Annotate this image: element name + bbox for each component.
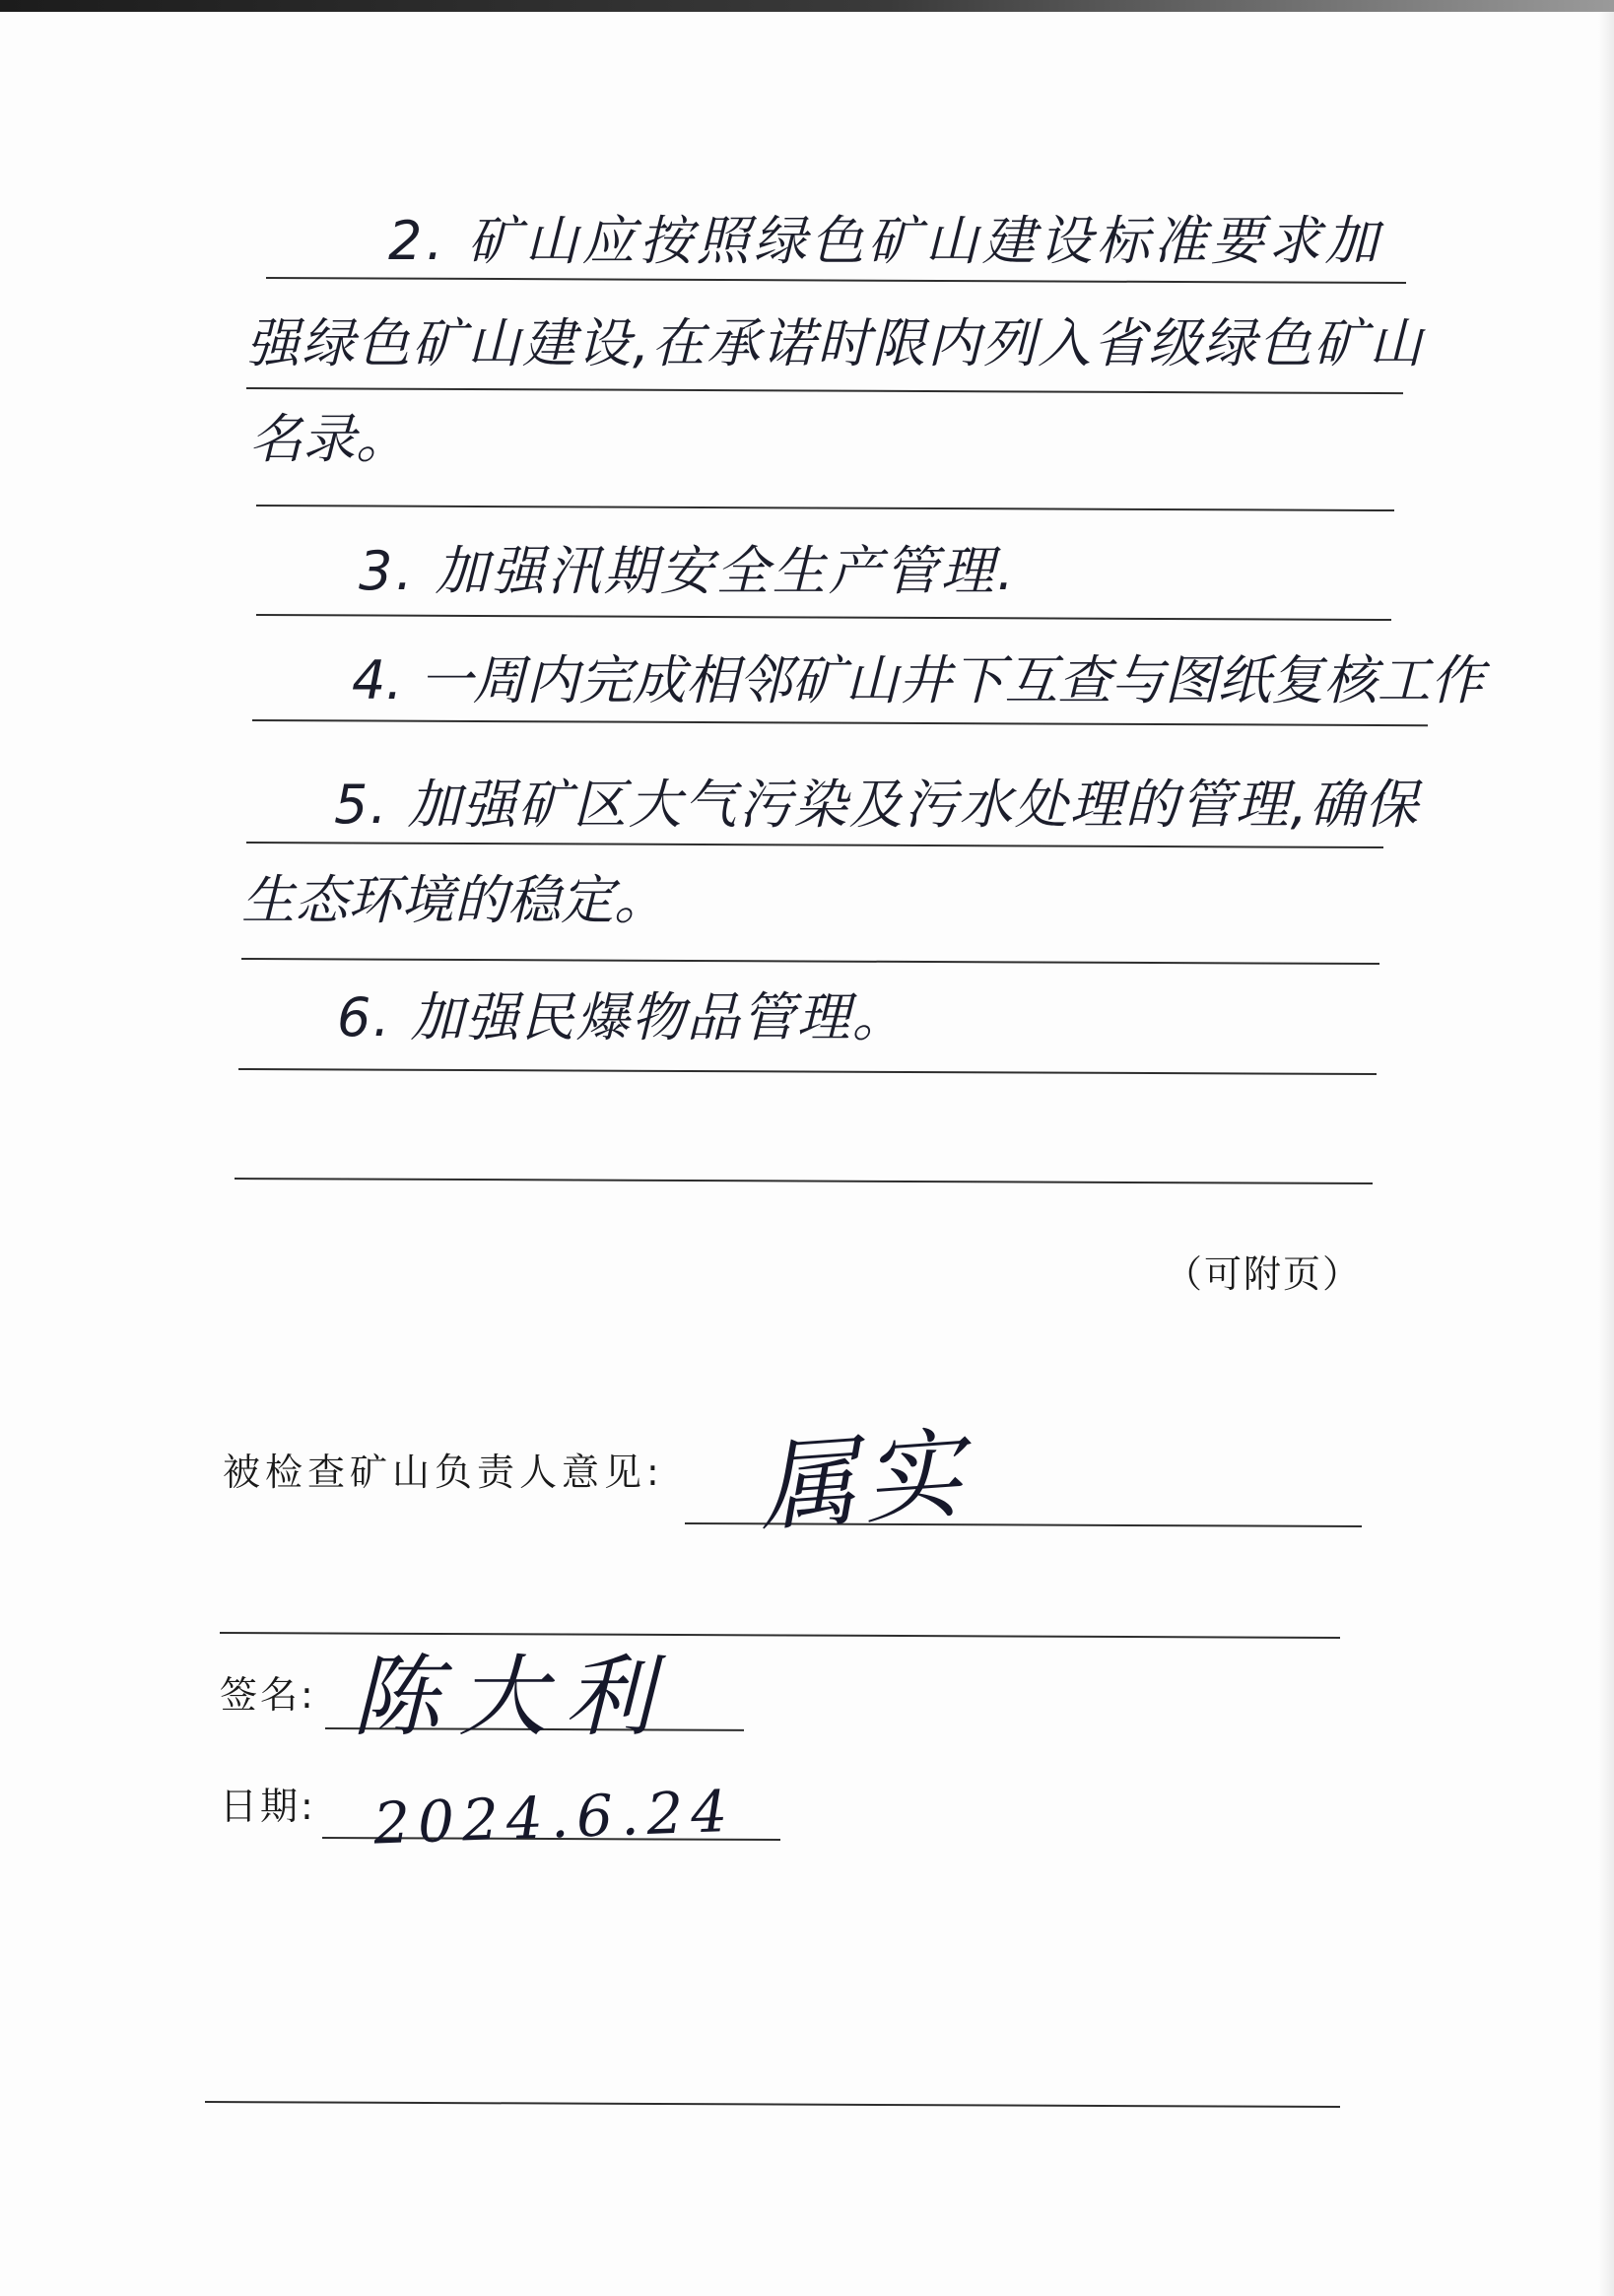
handwritten-line-6: 5. 加强矿区大气污染及污水处理的管理,确保 [334,774,1420,836]
ruled-line [266,277,1406,284]
date-label: 日期: [220,1785,316,1828]
attachment-note: （可附页） [1165,1252,1363,1296]
ruled-line [246,387,1403,394]
scan-right-edge [1598,12,1614,2296]
opinion-label: 被检查矿山负责人意见: [223,1451,664,1494]
signature-label: 签名: [220,1673,316,1717]
ruled-line [256,614,1391,621]
ruled-line [241,958,1379,965]
handwritten-date: 2024.6.24 [371,1777,737,1857]
ruled-line [238,1068,1377,1075]
ruled-line [205,2101,1340,2108]
handwritten-line-5: 4. 一周内完成相邻矿山井下互查与图纸复核工作 [352,649,1484,711]
ruled-line [256,505,1394,511]
handwritten-line-7: 生态环境的稳定。 [241,869,667,931]
ruled-line [246,842,1383,848]
handwritten-line-3: 名录。 [249,408,409,470]
ruled-line [220,1632,1340,1639]
handwritten-line-4: 3. 加强汛期安全生产管理. [359,540,1017,602]
handwritten-line-1: 2. 矿山应按照绿色矿山建设标准要求加 [388,210,1382,272]
ruled-line [252,719,1428,726]
handwritten-line-2: 强绿色矿山建设,在承诺时限内列入省级绿色矿山 [246,312,1425,374]
ruled-line [235,1178,1373,1184]
handwritten-signature: 陈大利 [352,1646,671,1749]
scan-top-edge [0,0,1614,12]
handwritten-line-8: 6. 加强民爆物品管理。 [337,986,908,1048]
opinion-handwritten-value: 属实 [755,1415,972,1546]
